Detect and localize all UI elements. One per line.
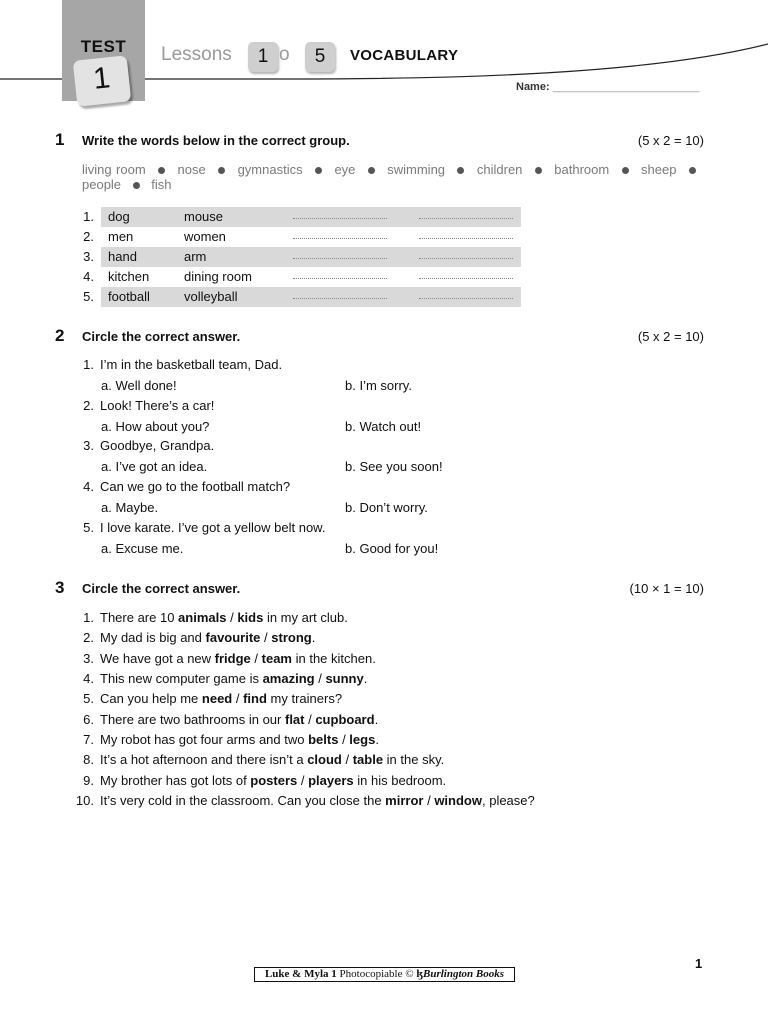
row-band: [101, 287, 521, 307]
sentence-before: My brother has got lots of: [100, 772, 251, 788]
sentence-before: My robot has got four arms and two: [100, 732, 309, 748]
choice-separator: /: [226, 610, 238, 625]
answer-blank-1[interactable]: [293, 238, 387, 239]
choice-separator: /: [341, 752, 353, 768]
sentence-before: It’s a hot afternoon and there isn’t a: [100, 752, 308, 768]
lessons-label: Lessons: [161, 44, 232, 65]
question-row: [76, 357, 282, 372]
sentence-number: 2.: [83, 630, 94, 646]
photocopiable-label: Photocopiable: [339, 968, 403, 980]
group-word-2: arm: [184, 249, 207, 264]
question-row: [76, 479, 290, 494]
choice-option-2[interactable]: players: [308, 772, 354, 788]
publisher-name: Burlington Books: [423, 968, 505, 980]
bullet-icon: [689, 167, 696, 174]
answer-blank-2[interactable]: [419, 258, 513, 259]
option-b[interactable]: b. Don’t worry.: [345, 500, 428, 516]
group-row: [76, 267, 526, 287]
name-field[interactable]: [516, 81, 700, 93]
sentence-row: [68, 651, 376, 666]
sentence-after: in my art club.: [263, 610, 348, 625]
question-row: [76, 520, 325, 535]
answer-blank-1[interactable]: [293, 278, 387, 279]
bullet-icon: [368, 167, 375, 174]
sentence-after: .: [363, 671, 368, 687]
choice-option-2[interactable]: cupboard: [315, 711, 375, 727]
lesson-from-badge: [248, 42, 278, 72]
sentence-after: , please?: [481, 793, 535, 809]
sentence-row: [68, 793, 535, 808]
row-band: [101, 207, 521, 227]
sentence-before: My dad is big and: [100, 630, 206, 646]
sentence-number: 7.: [83, 732, 94, 748]
bullet-icon: [622, 167, 629, 174]
sentence-after: .: [374, 711, 379, 727]
group-word-1: men: [108, 229, 134, 244]
sentence-before: There are two bathrooms in our: [100, 711, 285, 727]
answer-blank-1[interactable]: [293, 298, 387, 299]
group-word-1: dog: [108, 209, 130, 224]
sentence-before: This new computer game is: [100, 671, 263, 687]
answer-blank-2[interactable]: [419, 298, 513, 299]
section-3-score: (10 × 1 = 10): [629, 581, 704, 596]
choice-separator: /: [250, 650, 262, 666]
question-row: [76, 438, 214, 453]
section-2-instruction: Circle the correct answer.: [82, 329, 241, 344]
choice-option-1[interactable]: flat: [284, 711, 305, 727]
choice-option-2[interactable]: table: [352, 752, 384, 768]
sentence-before: There are 10: [100, 610, 179, 625]
word-bank-item: children: [476, 162, 523, 177]
section-2-number: 2: [55, 326, 65, 345]
section-1-instruction: Write the words below in the correct group.: [82, 133, 350, 148]
row-band: [101, 227, 521, 247]
lesson-from: 1: [257, 46, 269, 67]
choice-option-1[interactable]: belts: [308, 732, 339, 748]
word-bank-item: people: [82, 177, 122, 192]
choice-separator: /: [423, 793, 435, 809]
group-row-number: 5.: [83, 289, 94, 304]
word-bank-item: swimming: [387, 162, 446, 177]
group-word-1: hand: [108, 249, 137, 264]
name-blank[interactable]: ________________________: [552, 81, 700, 93]
sentence-row: [68, 732, 379, 747]
sentence-after: .: [375, 732, 379, 748]
choice-option-1[interactable]: favourite: [205, 630, 261, 646]
bullet-icon: [535, 167, 542, 174]
sentence-before: We have got a new: [100, 650, 215, 666]
group-table: [76, 207, 526, 307]
sentence-before: It’s very cold in the classroom. Can you close the: [100, 793, 386, 809]
word-bank-item: bathroom: [554, 162, 610, 177]
sentence-row: [68, 752, 444, 767]
group-row: [76, 287, 526, 307]
choice-option-1[interactable]: animals: [178, 610, 227, 625]
option-a[interactable]: a. Well done!: [101, 378, 177, 393]
section-3-number: 3: [55, 578, 65, 597]
group-row: [76, 247, 526, 267]
section-3-instruction: Circle the correct answer.: [82, 581, 241, 596]
test-tab: [62, 0, 145, 101]
choice-option-1[interactable]: fridge: [214, 650, 251, 666]
group-row: [76, 207, 526, 227]
choice-separator: /: [338, 732, 350, 748]
question-number: 5.: [83, 519, 94, 535]
footer-credit: [254, 967, 515, 982]
group-word-2: dining room: [184, 269, 252, 284]
sentence-row: [68, 773, 446, 788]
sentence-after: my trainers?: [266, 691, 343, 707]
sentence-row: [68, 610, 348, 625]
word-bank-item: gymnastics: [237, 162, 303, 177]
row-band: [101, 247, 521, 267]
page-number: 1: [695, 956, 703, 971]
question-number: 1.: [83, 357, 94, 372]
lesson-to: 5: [314, 46, 326, 67]
group-row-number: 3.: [83, 249, 94, 264]
sentence-number: 5.: [83, 691, 94, 707]
choice-option-2[interactable]: legs: [349, 732, 376, 748]
choice-option-1[interactable]: amazing: [262, 671, 315, 687]
sentence-number: 9.: [83, 772, 94, 788]
sentence-after: in the sky.: [383, 752, 445, 768]
group-row: [76, 227, 526, 247]
question-number: 4.: [83, 479, 94, 495]
name-label: Name:: [516, 81, 550, 93]
section-1-number: 1: [55, 130, 65, 149]
page-title: VOCABULARY: [350, 47, 459, 64]
bullet-icon: [457, 167, 464, 174]
question-text: I love karate. I’ve got a yellow belt now.: [100, 519, 326, 535]
test-number: 1: [91, 61, 112, 96]
sentence-row: [68, 691, 342, 706]
sentence-row: [68, 712, 378, 727]
sentence-row: [68, 671, 367, 686]
option-a[interactable]: a. How about you?: [101, 418, 210, 434]
choice-separator: /: [232, 691, 244, 707]
sentence-number: 8.: [83, 752, 94, 768]
section-1-score: (5 x 2 = 10): [637, 133, 704, 148]
group-row-number: 1.: [83, 209, 94, 224]
choice-option-1[interactable]: posters: [250, 772, 298, 788]
sentence-number: 10.: [75, 793, 94, 809]
group-row-number: 4.: [83, 269, 94, 284]
word-bank-item: fish: [151, 177, 172, 192]
option-a[interactable]: a. Excuse me.: [101, 540, 184, 556]
bullet-icon: [158, 167, 165, 174]
sentence-number: 6.: [83, 711, 94, 727]
publisher-logo-icon: ɮ: [416, 968, 424, 980]
choice-option-2[interactable]: team: [261, 650, 292, 666]
bullet-icon: [133, 182, 140, 189]
sentence-row: [68, 630, 315, 645]
answer-blank-2[interactable]: [419, 218, 513, 219]
group-word-2: mouse: [184, 209, 224, 224]
answer-blank-2[interactable]: [419, 278, 513, 279]
choice-separator: /: [304, 711, 316, 727]
answer-blank-1[interactable]: [293, 258, 387, 259]
question-number: 3.: [83, 438, 94, 454]
group-word-2: women: [184, 229, 226, 244]
sentence-after: .: [311, 630, 316, 646]
group-word-1: kitchen: [108, 269, 150, 284]
question-number: 2.: [83, 397, 94, 413]
word-bank-item: living room: [82, 162, 146, 177]
option-b[interactable]: b. Watch out!: [345, 418, 422, 434]
test-number-badge: [73, 55, 132, 106]
word-bank-item: sheep: [641, 162, 677, 177]
sentence-after: in the kitchen.: [292, 650, 376, 666]
choice-option-1[interactable]: cloud: [307, 752, 342, 768]
question-text: Can we go to the football match?: [100, 479, 291, 495]
word-bank-item: eye: [334, 162, 356, 177]
choice-separator: /: [260, 630, 272, 646]
bullet-icon: [218, 167, 225, 174]
lesson-to-word: o: [279, 44, 290, 65]
choice-option-2[interactable]: window: [434, 793, 482, 809]
word-bank-item: nose: [177, 162, 206, 177]
lesson-to-badge: [305, 42, 335, 72]
copyright-symbol: ©: [405, 968, 414, 980]
option-b[interactable]: b. See you soon!: [345, 459, 443, 475]
group-row-number: 2.: [83, 229, 94, 244]
choice-option-2[interactable]: kids: [237, 610, 264, 625]
answer-blank-1[interactable]: [293, 218, 387, 219]
sentence-number: 3.: [83, 650, 94, 666]
question-text: Look! There’s a car!: [100, 397, 215, 413]
choice-option-2[interactable]: sunny: [325, 671, 364, 687]
choice-option-1[interactable]: mirror: [385, 793, 424, 809]
answer-blank-2[interactable]: [419, 238, 513, 239]
sentence-number: 1.: [83, 610, 94, 625]
option-b[interactable]: b. Good for you!: [345, 540, 439, 556]
sentence-after: in his bedroom.: [353, 772, 447, 788]
choice-separator: /: [314, 671, 326, 687]
choice-option-1[interactable]: need: [201, 691, 233, 707]
book-title: Luke & Myla 1: [264, 968, 337, 980]
question-row: [76, 398, 214, 413]
choice-option-2[interactable]: find: [243, 691, 267, 707]
option-a[interactable]: a. I’ve got an idea.: [101, 459, 208, 475]
group-word-2: volleyball: [184, 289, 238, 304]
choice-option-2[interactable]: strong: [271, 630, 312, 646]
test-label: TEST: [80, 37, 127, 56]
option-a[interactable]: a. Maybe.: [101, 500, 159, 516]
choice-separator: /: [297, 772, 309, 788]
sentence-number: 4.: [83, 671, 94, 687]
row-band: [101, 267, 521, 287]
question-text: I’m in the basketball team, Dad.: [100, 357, 283, 372]
word-bank: [82, 162, 704, 192]
group-word-1: football: [108, 289, 150, 304]
section-2-score: (5 x 2 = 10): [637, 329, 704, 344]
sentence-before: Can you help me: [100, 691, 202, 707]
bullet-icon: [315, 167, 322, 174]
option-b[interactable]: b. I’m sorry.: [345, 378, 412, 393]
question-text: Goodbye, Grandpa.: [100, 438, 215, 454]
